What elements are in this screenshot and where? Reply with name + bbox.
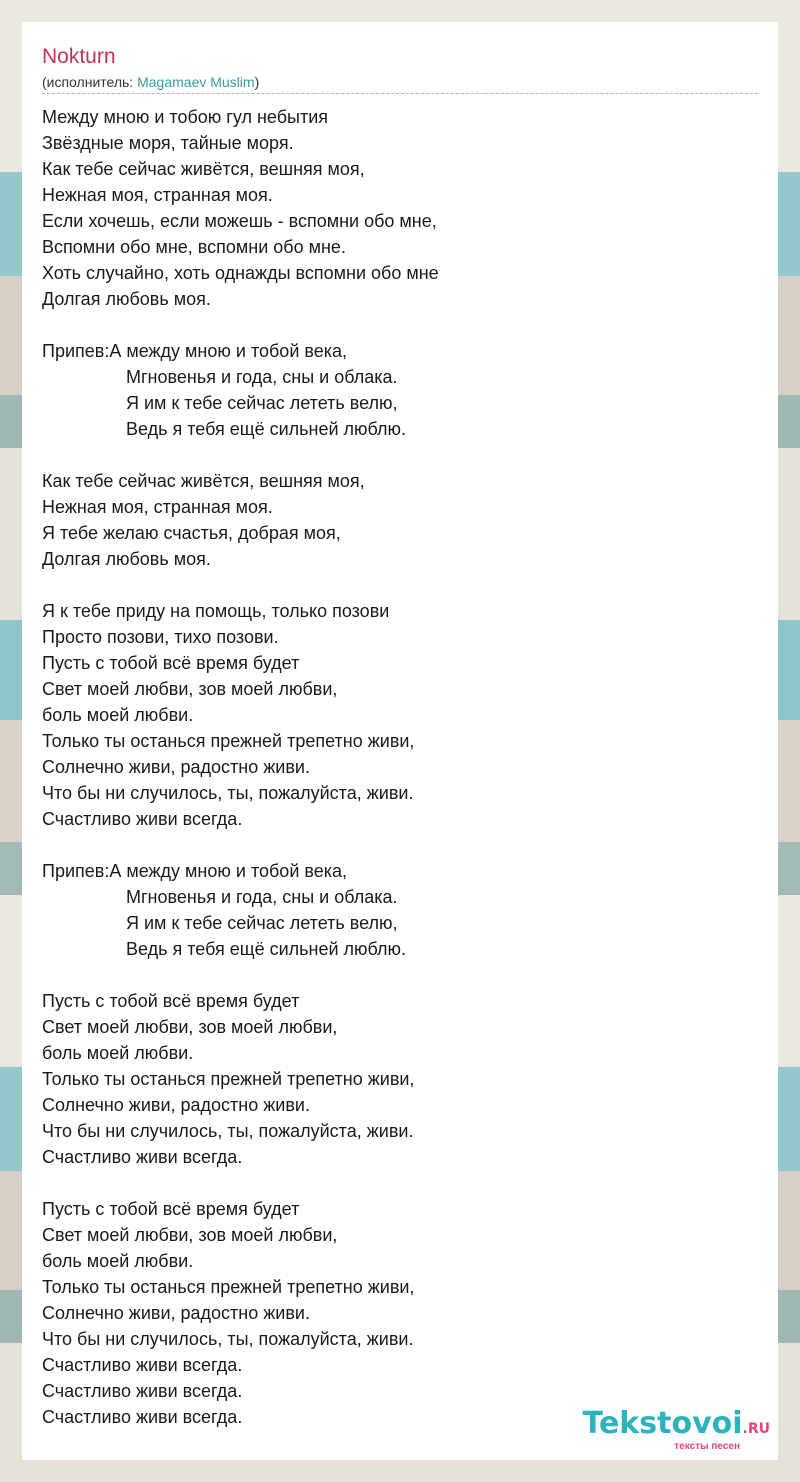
lyric-line: Солнечно живи, радостно живи. [42, 1303, 310, 1323]
lyric-line: Свет моей любви, зов моей любви, [42, 1017, 338, 1037]
song-title: Nokturn [42, 45, 116, 68]
chorus-line: Я им к тебе сейчас лететь велю, [126, 913, 398, 933]
stanza-gap [42, 442, 742, 468]
header-divider [42, 93, 758, 94]
lyric-line: Что бы ни случилось, ты, пожалуйста, живи. [42, 1121, 414, 1141]
stanza-gap [42, 962, 742, 988]
lyric-line: Счастливо живи всегда. [42, 1407, 243, 1427]
lyric-line: Только ты останься прежней трепетно живи, [42, 731, 415, 751]
lyric-line: Долгая любовь моя. [42, 549, 211, 569]
lyrics-card [22, 22, 778, 1460]
lyric-line: Свет моей любви, зов моей любви, [42, 1225, 338, 1245]
artist-line [42, 73, 259, 91]
stanza-gap [42, 1170, 742, 1196]
chorus-line: Мгновенья и года, сны и облака. [126, 367, 398, 387]
lyric-line: Я к тебе приду на помощь, только позови [42, 601, 390, 621]
lyrics-body [42, 104, 742, 1430]
logo-tld: .RU [742, 1421, 770, 1437]
lyric-line: Счастливо живи всегда. [42, 1381, 243, 1401]
site-logo[interactable] [582, 1408, 770, 1452]
artist-prefix: (исполнитель: [42, 74, 138, 90]
lyric-line: Пусть с тобой всё время будет [42, 653, 300, 673]
lyric-line: Как тебе сейчас живётся, вешняя моя, [42, 159, 365, 179]
logo-main-text: Tekstovoi [582, 1406, 743, 1441]
lyric-line: боль моей любви. [42, 1251, 194, 1271]
artist-suffix: ) [254, 74, 260, 90]
lyric-line: Что бы ни случилось, ты, пожалуйста, живи. [42, 783, 414, 803]
artist-link[interactable]: Magamaev Muslim [137, 74, 255, 90]
lyric-line: Пусть с тобой всё время будет [42, 991, 300, 1011]
lyric-line: Пусть с тобой всё время будет [42, 1199, 300, 1219]
lyric-line: Нежная моя, странная моя. [42, 497, 273, 517]
lyric-line: Только ты останься прежней трепетно живи, [42, 1277, 415, 1297]
lyric-line: Что бы ни случилось, ты, пожалуйста, живи. [42, 1329, 414, 1349]
lyric-line: Счастливо живи всегда. [42, 809, 243, 829]
chorus-line: Припев:А между мною и тобой века, [42, 861, 348, 881]
stanza-gap [42, 832, 742, 858]
lyric-line: Только ты останься прежней трепетно живи, [42, 1069, 415, 1089]
lyric-line: Солнечно живи, радостно живи. [42, 757, 310, 777]
stanza-gap [42, 572, 742, 598]
lyric-line: Хоть случайно, хоть однажды вспомни обо мне [42, 263, 439, 283]
chorus-line: Мгновенья и года, сны и облака. [126, 887, 398, 907]
chorus-line: Припев:А между мною и тобой века, [42, 341, 348, 361]
lyric-line: Между мною и тобою гул небытия [42, 107, 329, 127]
lyric-line: Если хочешь, если можешь - вспомни обо мне, [42, 211, 437, 231]
lyric-line: Долгая любовь моя. [42, 289, 211, 309]
lyric-line: боль моей любви. [42, 1043, 194, 1063]
logo-tagline: тексты песен [674, 1441, 740, 1452]
lyric-line: Вспомни обо мне, вспомни обо мне. [42, 237, 346, 257]
lyric-line: Как тебе сейчас живётся, вешняя моя, [42, 471, 365, 491]
lyric-line: Свет моей любви, зов моей любви, [42, 679, 338, 699]
lyric-line: боль моей любви. [42, 705, 194, 725]
stanza-gap [42, 312, 742, 338]
lyric-line: Просто позови, тихо позови. [42, 627, 279, 647]
lyric-line: Счастливо живи всегда. [42, 1355, 243, 1375]
chorus-line: Ведь я тебя ещё сильней люблю. [126, 419, 407, 439]
chorus-line: Ведь я тебя ещё сильней люблю. [126, 939, 407, 959]
lyric-line: Я тебе желаю счастья, добрая моя, [42, 523, 341, 543]
lyric-line: Счастливо живи всегда. [42, 1147, 243, 1167]
lyric-line: Солнечно живи, радостно живи. [42, 1095, 310, 1115]
logo-wordmark [582, 1408, 770, 1445]
lyric-line: Нежная моя, странная моя. [42, 185, 273, 205]
lyric-line: Звёздные моря, тайные моря. [42, 133, 294, 153]
chorus-line: Я им к тебе сейчас лететь велю, [126, 393, 398, 413]
